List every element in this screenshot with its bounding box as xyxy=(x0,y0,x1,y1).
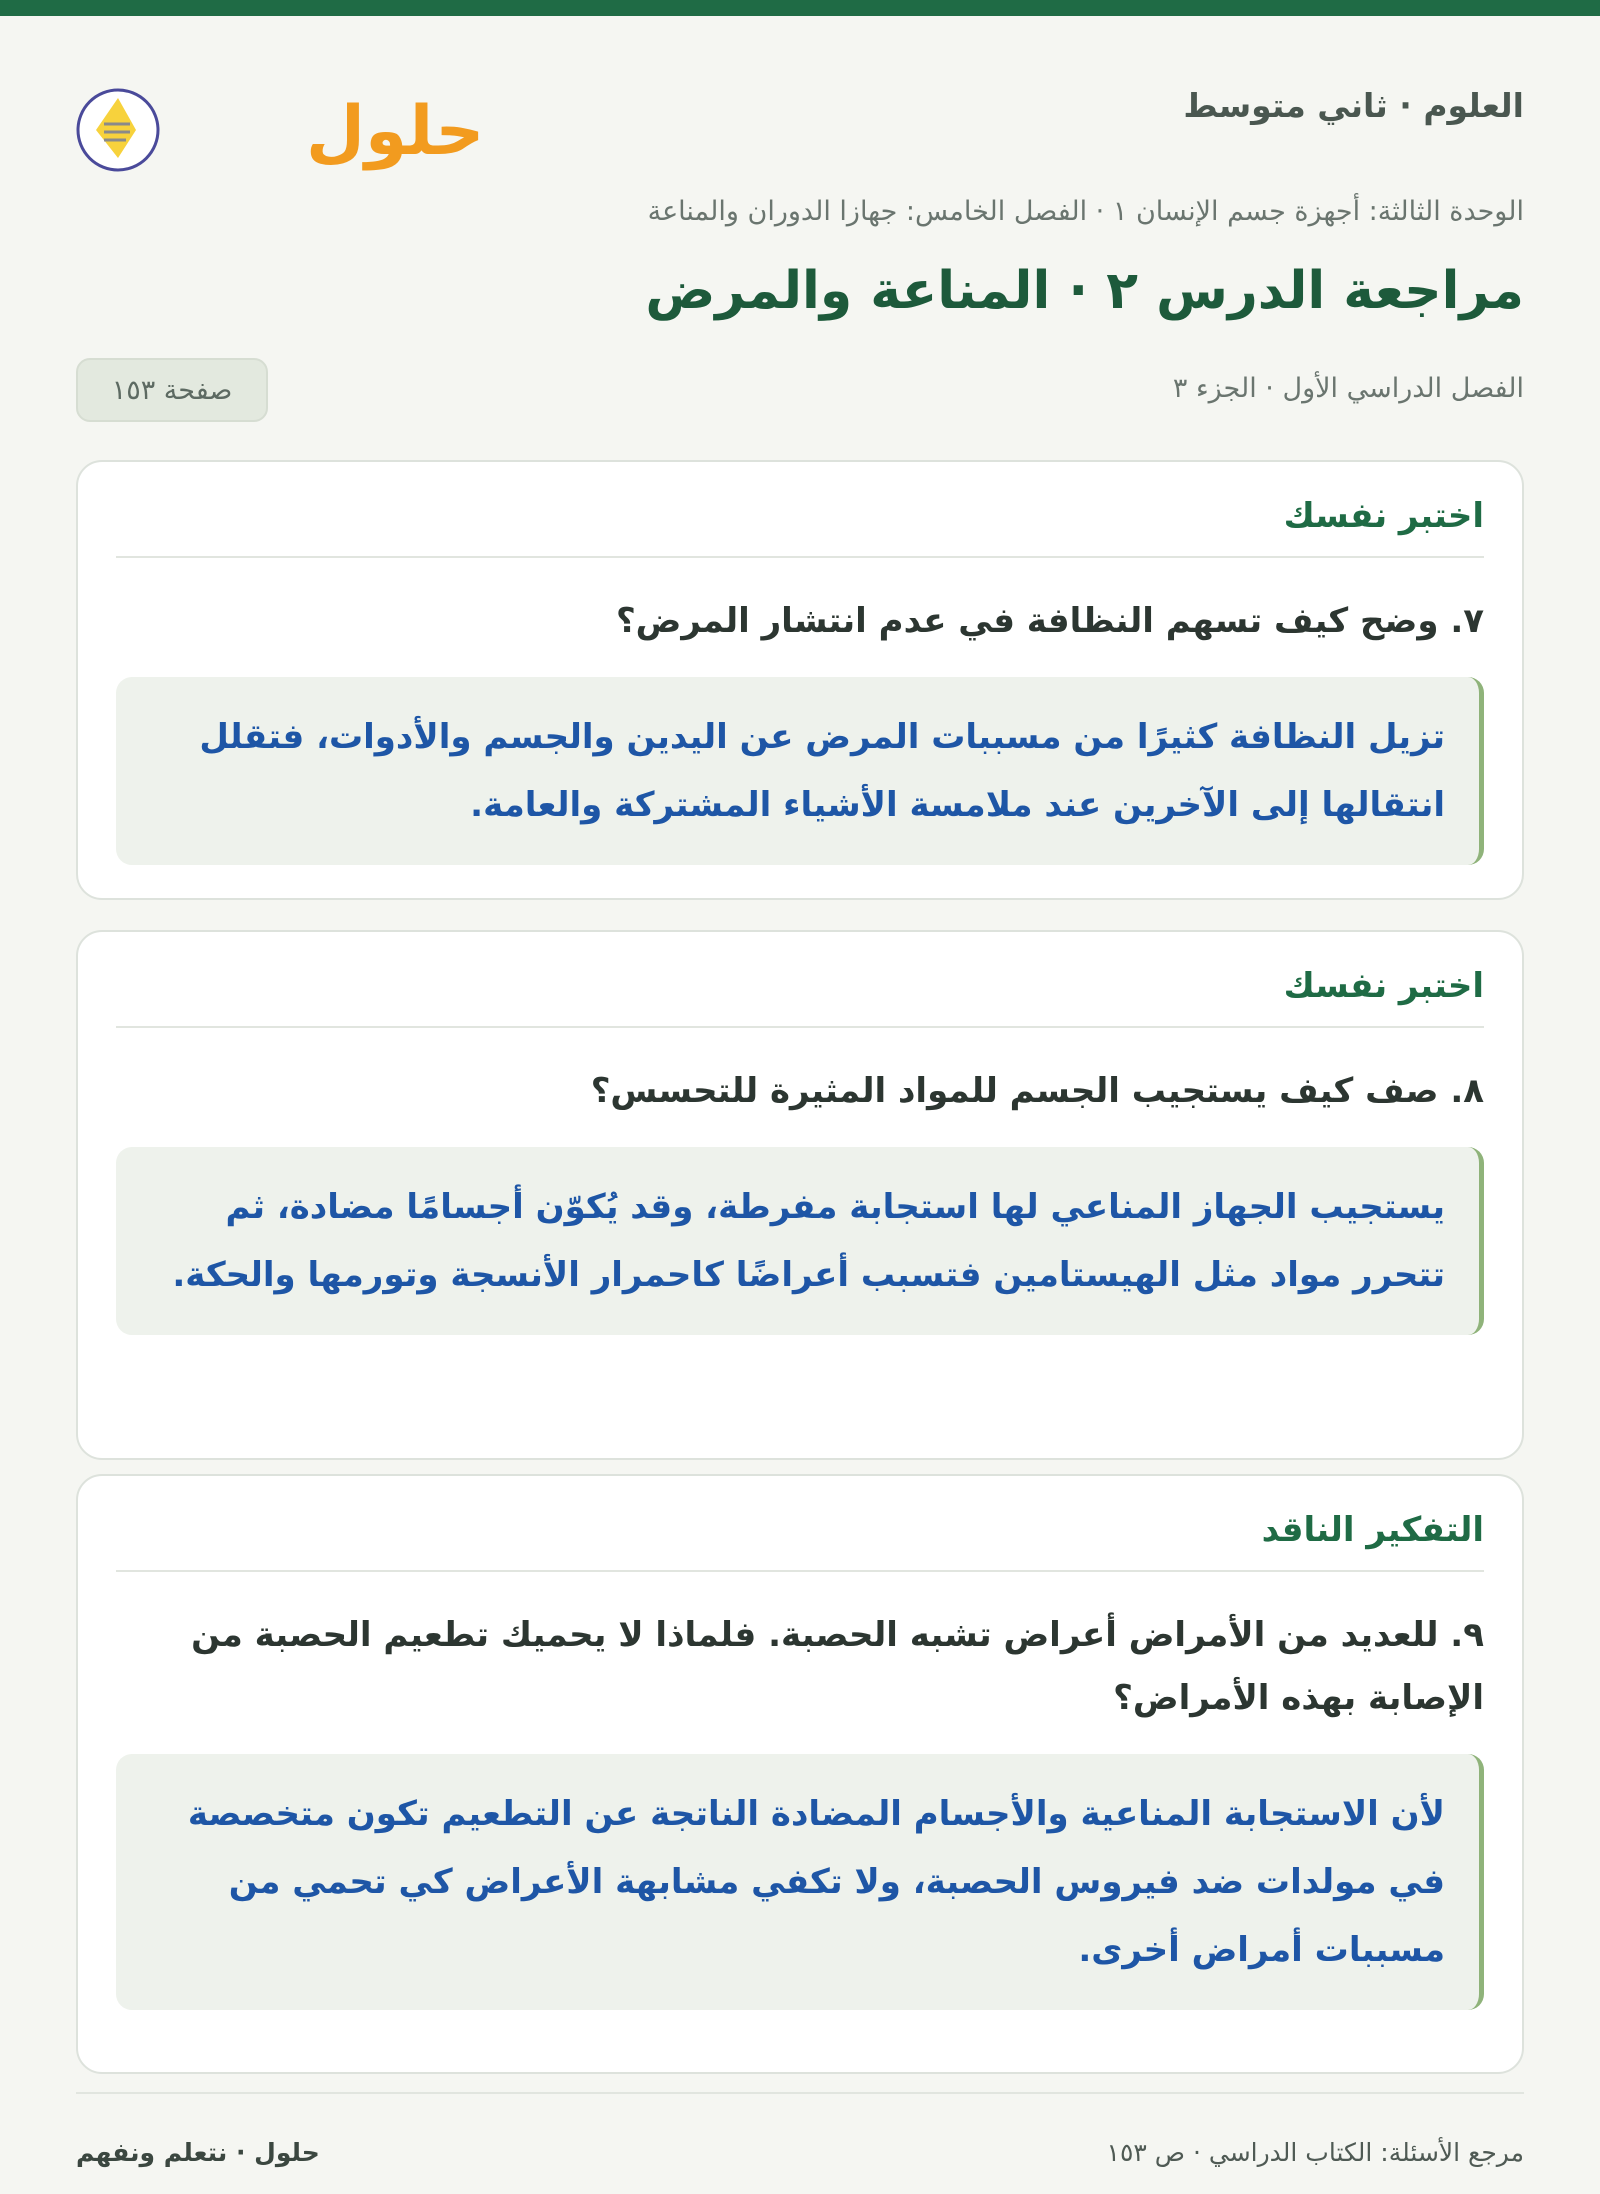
answer-box: لأن الاستجابة المناعية والأجسام المضادة الناتجة عن التطعيم تكون متخصصة في مولدات ضد فيروس الحصبة، ولا تكفي مشابهة الأعراض كي تحمي من مسببات أمراض أخرى. xyxy=(116,1754,1484,2010)
card-section-label: التفكير الناقد xyxy=(116,1510,1484,1572)
hlool-logo[interactable] xyxy=(76,54,485,174)
page-number-badge: صفحة ١٥٣ xyxy=(76,358,268,422)
answer-box: يستجيب الجهاز المناعي لها استجابة مفرطة، وقد يُكوّن أجسامًا مضادة، ثم تتحرر مواد مثل الهيستامين فتسبب أعراضًا كاحمرار الأنسجة وتورمها والحكة. xyxy=(116,1147,1484,1335)
answer-box: تزيل النظافة كثيرًا من مسببات المرض عن اليدين والجسم والأدوات، فتقلل انتقالها إلى الآخرين عند ملامسة الأشياء المشتركة والعامة. xyxy=(116,677,1484,865)
question-card-9 xyxy=(76,1474,1524,2074)
question-text: ٧. وضح كيف تسهم النظافة في عدم انتشار المرض؟ xyxy=(615,601,1484,641)
question-card-7 xyxy=(76,460,1524,900)
question-text: ٩. للعديد من الأمراض أعراض تشبه الحصبة. فلماذا لا يحميك تطعيم الحصبة من الإصابة بهذه الأمراض؟ xyxy=(191,1615,1484,1718)
page-content xyxy=(76,16,1524,2167)
subject-grade-label: العلوم · ثاني متوسط xyxy=(1183,86,1524,125)
page-title: مراجعة الدرس ٢ · المناعة والمرض xyxy=(645,261,1524,321)
term-part-label: الفصل الدراسي الأول · الجزء ٣ xyxy=(1172,373,1524,404)
footer-divider xyxy=(76,2092,1524,2094)
card-section-label: اختبر نفسك xyxy=(116,966,1484,1028)
breadcrumb: الوحدة الثالثة: أجهزة جسم الإنسان ١ · الفصل الخامس: جهازا الدوران والمناعة xyxy=(647,196,1524,227)
card-section-label: اختبر نفسك xyxy=(116,496,1484,558)
top-accent-bar xyxy=(0,0,1600,16)
footer-brand: حلول · نتعلم ونفهم xyxy=(76,2138,320,2167)
question-text: ٨. صف كيف يستجيب الجسم للمواد المثيرة للتحسس؟ xyxy=(590,1071,1484,1111)
question-card-8 xyxy=(76,930,1524,1460)
logo-text: حلول xyxy=(306,92,485,171)
page-header xyxy=(76,16,1524,176)
footer-reference: مرجع الأسئلة: الكتاب الدراسي · ص ١٥٣ xyxy=(1106,2138,1524,2167)
